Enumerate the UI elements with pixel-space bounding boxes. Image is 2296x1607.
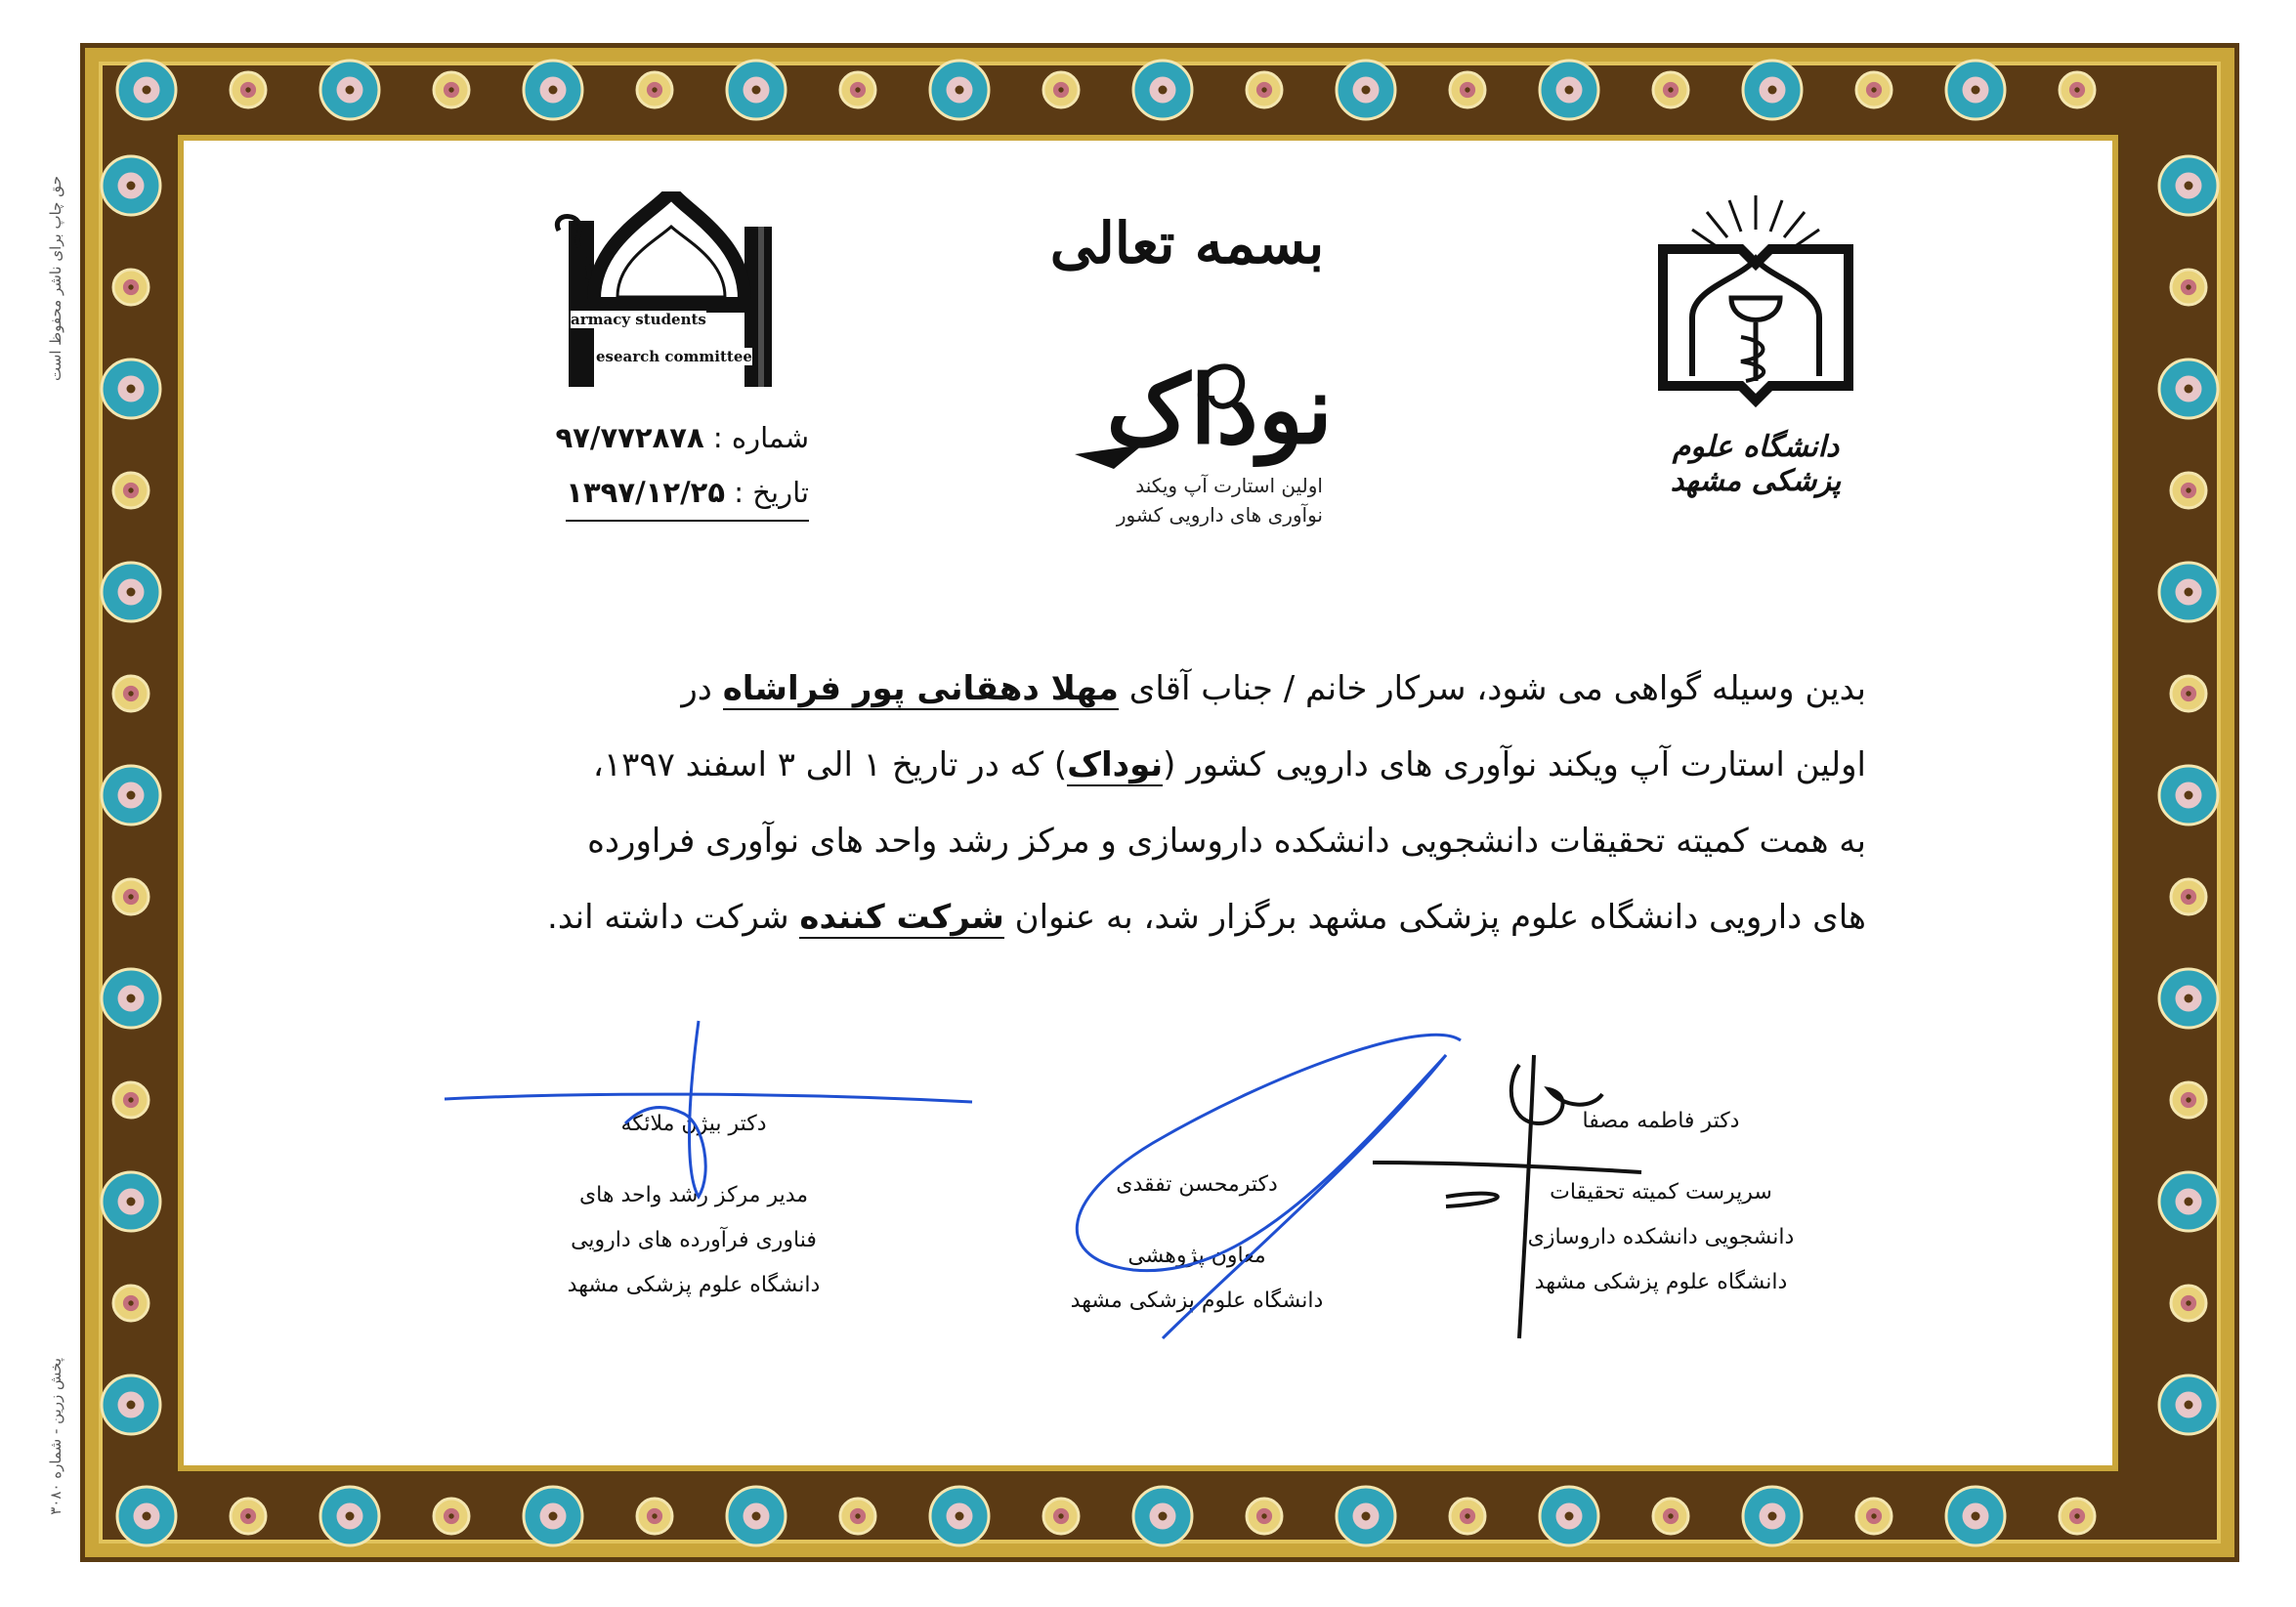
frame-rosette bbox=[1946, 61, 2005, 119]
frame-rosette bbox=[102, 1172, 160, 1231]
nodak-wordmark: نوداک bbox=[1106, 355, 1333, 465]
signature-block-right bbox=[1485, 1109, 1837, 1305]
signatory-title-right-1: سرپرست کمیته تحقیقات bbox=[1550, 1180, 1772, 1205]
university-emblem-icon bbox=[1634, 190, 1878, 435]
recipient-name: مهلا دهقانی پور فراشاه bbox=[722, 669, 1119, 708]
signatory-name-right: دکتر فاطمه مصفا bbox=[1582, 1109, 1740, 1133]
frame-rosette bbox=[320, 1487, 379, 1545]
frame-rosette bbox=[1743, 1487, 1802, 1545]
frame-rosette bbox=[434, 1499, 469, 1534]
frame-rosette bbox=[524, 61, 582, 119]
certificate-body bbox=[528, 651, 1866, 955]
signatory-title-right-3: دانشگاه علوم پزشکی مشهد bbox=[1534, 1270, 1788, 1294]
frame-rosette bbox=[2159, 1375, 2218, 1434]
reference-block bbox=[535, 410, 809, 522]
frame-rosette bbox=[1946, 1487, 2005, 1545]
frame-rosette bbox=[102, 563, 160, 621]
body-line-2-start: اولین استارت آپ ویکند نوآوری های دارویی کشور ( bbox=[1163, 745, 1866, 784]
frame-rosette bbox=[320, 61, 379, 119]
frame-rosette bbox=[637, 1499, 672, 1534]
event-name: نوداک bbox=[1067, 745, 1164, 784]
frame-rosette bbox=[2060, 72, 2095, 107]
frame-rosette bbox=[524, 1487, 582, 1545]
body-line-2 bbox=[528, 727, 1866, 803]
date-row bbox=[566, 465, 809, 522]
frame-rosette bbox=[2171, 473, 2206, 508]
signature-block-center bbox=[1036, 1172, 1358, 1324]
reference-number-row bbox=[535, 410, 809, 465]
number-value: ۹۷/۷۷۲۸۷۸ bbox=[555, 421, 704, 454]
signatory-name-left: دکتر بیژن ملائکه bbox=[620, 1112, 767, 1136]
frame-rosette bbox=[102, 1375, 160, 1434]
body-line-4 bbox=[528, 879, 1866, 955]
frame-rosette bbox=[2159, 156, 2218, 215]
body-line-1 bbox=[528, 651, 1866, 727]
frame-rosette bbox=[1133, 61, 1192, 119]
frame-rosette bbox=[1133, 1487, 1192, 1545]
university-caption: دانشگاه علوم پزشکی مشهد bbox=[1670, 430, 1842, 498]
frame-rosette bbox=[1247, 1499, 1282, 1534]
signatory-title-center-2: دانشگاه علوم پزشکی مشهد bbox=[1070, 1289, 1324, 1313]
nodak-subtitle-1: اولین استارت آپ ویکند bbox=[1135, 474, 1323, 497]
frame-rosette bbox=[2171, 879, 2206, 914]
frame-rosette bbox=[2171, 1286, 2206, 1321]
frame-rosette bbox=[2159, 563, 2218, 621]
psrc-text-2: esearch committee bbox=[596, 348, 752, 365]
frame-rosette bbox=[117, 1487, 176, 1545]
body-line-1-end: در bbox=[681, 669, 712, 708]
signatory-title-center-1: معاون پژوهشی bbox=[1127, 1244, 1266, 1268]
frame-rosette bbox=[930, 1487, 989, 1545]
frame-rosette bbox=[637, 72, 672, 107]
signatory-title-left-1: مدیر مرکز رشد واحد های bbox=[578, 1183, 809, 1207]
psrc-emblem-icon bbox=[549, 191, 793, 397]
frame-rosette bbox=[2159, 766, 2218, 825]
number-label: شماره : bbox=[712, 421, 809, 454]
margin-note-bottom: پخش زرین - شماره ۳۰۸۰ bbox=[47, 1358, 64, 1515]
body-line-2-end: ) که در تاریخ ۱ الی ۳ اسفند ۱۳۹۷، bbox=[592, 745, 1068, 784]
frame-rosette bbox=[231, 1499, 266, 1534]
frame-rosette bbox=[1856, 72, 1892, 107]
frame-rosette bbox=[1043, 1499, 1079, 1534]
frame-rosette bbox=[113, 676, 149, 711]
signature-block-left bbox=[528, 1112, 860, 1308]
frame-rosette bbox=[1743, 61, 1802, 119]
frame-rosette bbox=[727, 1487, 786, 1545]
frame-rosette bbox=[2159, 1172, 2218, 1231]
frame-rosette bbox=[1337, 61, 1395, 119]
frame-rosette bbox=[102, 766, 160, 825]
signatory-name-center: دکترمحسن تفقدی bbox=[1116, 1172, 1278, 1197]
frame-rosette bbox=[1450, 72, 1485, 107]
date-value: ۱۳۹۷/۱۲/۲۵ bbox=[566, 476, 726, 509]
frame-rosette bbox=[2159, 969, 2218, 1028]
frame-rosette bbox=[102, 969, 160, 1028]
bismillah-heading: بسمه تعالی bbox=[1049, 210, 1325, 276]
signatory-title-left-2: فناوری فرآورده های دارویی bbox=[571, 1228, 817, 1252]
signatory-title-left-3: دانشگاه علوم پزشکی مشهد bbox=[567, 1273, 821, 1297]
frame-rosette bbox=[113, 270, 149, 305]
frame-rosette bbox=[1247, 72, 1282, 107]
frame-rosette bbox=[113, 1082, 149, 1118]
frame-rosette bbox=[1653, 72, 1688, 107]
frame-rosette bbox=[2171, 676, 2206, 711]
nodak-logo bbox=[1055, 337, 1348, 532]
body-line-1-start: بدین وسیله گواهی می شود، سرکار خانم / جناب آقای bbox=[1128, 669, 1866, 708]
frame-rosette bbox=[113, 879, 149, 914]
frame-rosette bbox=[1540, 1487, 1598, 1545]
body-line-4-start: های دارویی دانشگاه علوم پزشکی مشهد برگزار شد، به عنوان bbox=[1014, 898, 1866, 937]
frame-rosette bbox=[840, 1499, 875, 1534]
date-label: تاریخ : bbox=[734, 476, 809, 509]
frame-rosette bbox=[102, 359, 160, 418]
frame-rosette bbox=[727, 61, 786, 119]
frame-rosette bbox=[117, 61, 176, 119]
body-line-4-end: شرکت داشته اند. bbox=[547, 898, 789, 937]
frame-rosette bbox=[1450, 1499, 1485, 1534]
frame-rosette bbox=[840, 72, 875, 107]
frame-rosette bbox=[231, 72, 266, 107]
frame-rosette bbox=[113, 473, 149, 508]
frame-rosette bbox=[434, 72, 469, 107]
margin-note-top: حق چاپ برای ناشر محفوظ است bbox=[47, 176, 64, 381]
body-line-3: به همت کمیته تحقیقات دانشجویی دانشکده داروسازی و مرکز رشد واحد های نوآوری فراورده bbox=[587, 822, 1866, 861]
psrc-logo bbox=[549, 191, 793, 397]
nodak-subtitle-2: نوآوری های دارویی کشور bbox=[1116, 503, 1323, 527]
frame-rosette bbox=[1540, 61, 1598, 119]
frame-rosette bbox=[113, 1286, 149, 1321]
frame-rosette bbox=[2171, 1082, 2206, 1118]
frame-rosette bbox=[1653, 1499, 1688, 1534]
frame-rosette bbox=[930, 61, 989, 119]
frame-rosette bbox=[2159, 359, 2218, 418]
frame-rosette bbox=[1856, 1499, 1892, 1534]
frame-rosette bbox=[2171, 270, 2206, 305]
psrc-text-1: armacy students bbox=[571, 311, 706, 328]
frame-rosette bbox=[2060, 1499, 2095, 1534]
signatory-title-right-2: دانشجویی دانشکده داروسازی bbox=[1527, 1225, 1795, 1249]
frame-rosette bbox=[1043, 72, 1079, 107]
frame-rosette bbox=[1337, 1487, 1395, 1545]
participant-role: شرکت کننده bbox=[799, 898, 1004, 937]
frame-rosette bbox=[102, 156, 160, 215]
